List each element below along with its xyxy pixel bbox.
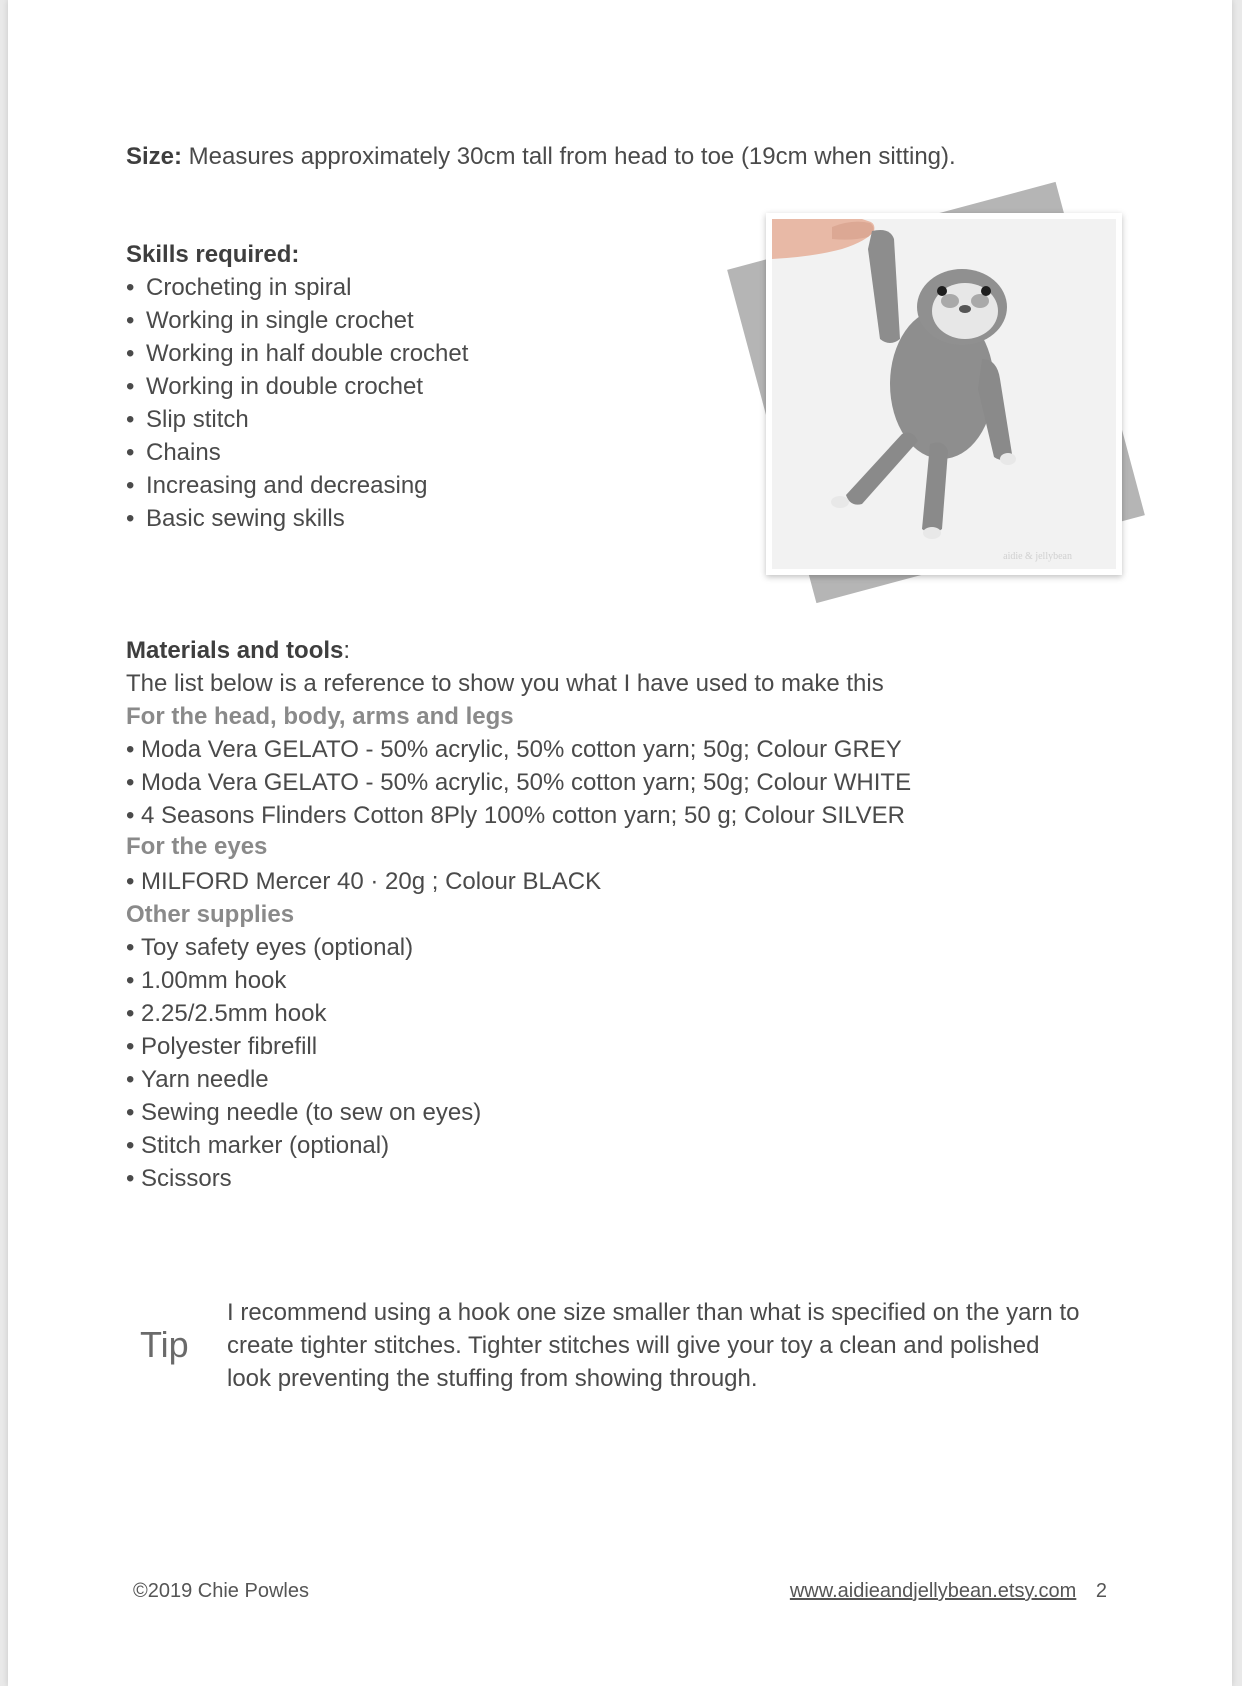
skill-item-text: Increasing and decreasing (146, 472, 428, 499)
bullet-icon: • (126, 934, 135, 961)
bullet-icon: • (126, 868, 135, 895)
head-materials-list (126, 733, 1126, 832)
material-item (126, 766, 1126, 799)
supply-item-text: Polyester fibrefill (141, 1033, 318, 1060)
bullet-icon: • (126, 1132, 135, 1159)
materials-heading (126, 634, 350, 667)
bullet-icon: • (126, 1000, 135, 1027)
skill-item-text: Working in single crochet (146, 307, 414, 334)
supply-item (126, 931, 1126, 964)
bullet-icon: • (126, 406, 135, 433)
eyes-heading: For the eyes (126, 833, 268, 860)
materials-section (126, 637, 1126, 1195)
crochet-sloth-photo (772, 219, 1116, 569)
skill-item (126, 502, 746, 535)
bullet-icon: • (126, 769, 135, 796)
website-link[interactable]: www.aidieandjellybean.etsy.com (789, 1580, 1077, 1602)
supply-item (126, 1063, 1126, 1096)
size-label: Size: (126, 143, 183, 170)
supply-item (126, 1162, 1126, 1195)
bullet-icon: • (126, 967, 135, 994)
skill-item-text: Working in double crochet (146, 373, 424, 400)
material-item (126, 799, 1126, 832)
skill-item (126, 337, 746, 370)
size-line (126, 140, 1126, 173)
bullet-icon: • (126, 1165, 135, 1192)
bullet-icon: • (126, 1066, 135, 1093)
bullet-icon: • (126, 802, 135, 829)
skill-item (126, 271, 746, 304)
materials-heading-colon: : (343, 637, 351, 664)
document-page (8, 0, 1232, 1686)
skill-item-text: Crocheting in spiral (146, 274, 352, 301)
skill-item (126, 436, 746, 469)
materials-intro: The list below is a reference to show you what I have used to make this (126, 670, 884, 697)
eyes-materials-list (126, 865, 1126, 898)
bullet-icon: • (126, 472, 135, 499)
bullet-icon: • (126, 274, 135, 301)
other-supplies-heading: Other supplies (126, 901, 295, 928)
footer-copyright: ©2019 Chie Powles (133, 1580, 309, 1602)
bullet-icon: • (126, 1099, 135, 1126)
material-item-text: MILFORD Mercer 40 · 20g ; Colour BLACK (141, 868, 602, 895)
bullet-icon: • (126, 439, 135, 466)
skill-item (126, 403, 746, 436)
tip-label: Tip (140, 1324, 189, 1365)
bullet-icon: • (126, 340, 135, 367)
supply-item-text: Toy safety eyes (optional) (141, 934, 414, 961)
skill-item (126, 370, 746, 403)
skills-list (126, 271, 746, 535)
photo-container (716, 170, 1156, 630)
bullet-icon: • (126, 505, 135, 532)
materials-heading-text: Materials and tools (126, 637, 344, 664)
bullet-icon: • (126, 307, 135, 334)
skills-section (126, 238, 746, 535)
supply-item-text: Yarn needle (141, 1066, 269, 1093)
material-item (126, 733, 1126, 766)
skill-item (126, 469, 746, 502)
supply-item-text: 1.00mm hook (141, 967, 287, 994)
tip-text: I recommend using a hook one size smaller than what is specified on the yarn to create tighter stitches. Tighter stitches will give your toy a clean and polished look preventing the stuffing from showing through. (227, 1299, 1080, 1392)
supply-item (126, 1129, 1126, 1162)
skill-item-text: Chains (146, 439, 221, 466)
supply-item (126, 964, 1126, 997)
skill-item-text: Slip stitch (146, 406, 249, 433)
other-supplies-list (126, 931, 1126, 1195)
material-item-text: 4 Seasons Flinders Cotton 8Ply 100% cotton yarn; 50 g; Colour SILVER (141, 802, 905, 829)
supply-item-text: 2.25/2.5mm hook (141, 1000, 327, 1027)
material-item-text: Moda Vera GELATO - 50% acrylic, 50% cotton yarn; 50g; Colour GREY (141, 736, 902, 763)
supply-item-text: Stitch marker (optional) (141, 1132, 390, 1159)
material-item (126, 865, 1126, 898)
supply-item-text: Sewing needle (to sew on eyes) (141, 1099, 482, 1126)
supply-item-text: Scissors (141, 1165, 232, 1192)
bullet-icon: • (126, 1033, 135, 1060)
skills-heading: Skills required: (126, 241, 300, 268)
photo-frame (766, 213, 1122, 575)
photo-watermark: aidie & jellybean (1003, 551, 1072, 562)
supply-item (126, 1096, 1126, 1129)
head-body-heading: For the head, body, arms and legs (126, 703, 514, 730)
bullet-icon: • (126, 373, 135, 400)
skill-item (126, 304, 746, 337)
sloth-illustration (772, 219, 1116, 569)
supply-item (126, 997, 1126, 1030)
material-item-text: Moda Vera GELATO - 50% acrylic, 50% cotton yarn; 50g; Colour WHITE (141, 769, 912, 796)
page-number: 2 (1095, 1580, 1107, 1602)
footer-right (790, 1580, 1107, 1603)
bullet-icon: • (126, 736, 135, 763)
skill-item-text: Working in half double crochet (146, 340, 469, 367)
size-text: Measures approximately 30cm tall from head to toe (19cm when sitting). (182, 143, 956, 170)
skill-item-text: Basic sewing skills (146, 505, 345, 532)
supply-item (126, 1030, 1126, 1063)
